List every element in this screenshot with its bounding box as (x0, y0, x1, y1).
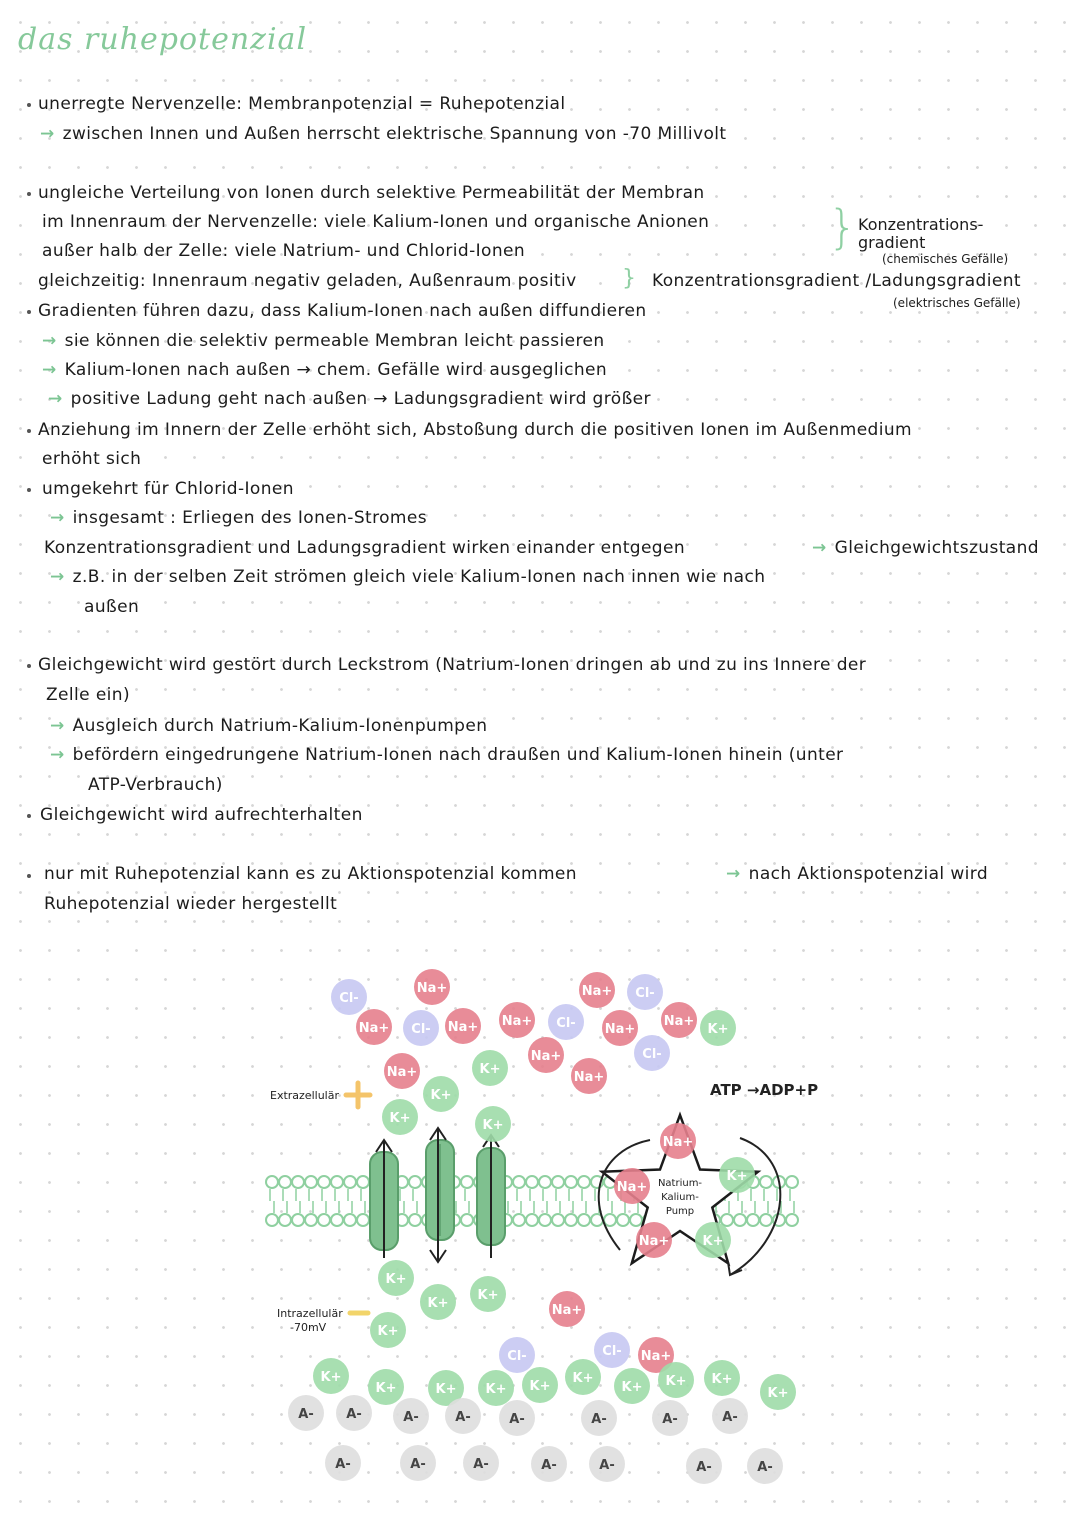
k-ion-label: K+ (320, 1370, 342, 1385)
lipid-head (617, 1214, 629, 1226)
na-ion (602, 1010, 638, 1046)
lipid-head (552, 1176, 564, 1188)
a-ion-label: A- (455, 1410, 471, 1425)
k-ion-label: K+ (385, 1272, 407, 1287)
arrow-icon: → (42, 360, 57, 380)
na-ion-label: Na+ (551, 1303, 583, 1318)
text-line: Anziehung im Innern der Zelle erhöht sich, Abstoßung durch die positiven Ionen im Außenmedium (38, 420, 913, 440)
text-line: Gradienten führen dazu, dass Kalium-Ionen nach außen diffundieren (38, 301, 647, 321)
k-ion (695, 1222, 731, 1258)
text-line: im Innenraum der Nervenzelle: viele Kalium-Ionen und organische Anionen (42, 212, 710, 232)
lipid-head (734, 1214, 746, 1226)
k-ion-label: K+ (621, 1380, 643, 1395)
cl-ion (594, 1332, 630, 1368)
a-ion (400, 1445, 436, 1481)
lipid-head (630, 1214, 642, 1226)
lipid-head (578, 1214, 590, 1226)
atp-label: ATP →ADP+P (710, 1081, 819, 1099)
lipid-head (318, 1176, 330, 1188)
text-line: → befördern eingedrungene Natrium-Ionen nach draußen und Kalium-Ionen hinein (unter (50, 745, 844, 765)
na-ion-label: Na+ (638, 1234, 670, 1249)
resting-potential-diagram (0, 930, 1080, 1510)
side-note: (chemisches Gefälle) (882, 252, 1009, 266)
na-ion (445, 1008, 481, 1044)
lipid-head (539, 1176, 551, 1188)
a-ion-label: A- (509, 1412, 525, 1427)
text-line: ungleiche Verteilung von Ionen durch selektive Permeabilität der Membran (38, 183, 705, 203)
side-note: Konzentrations- (858, 215, 984, 234)
lipid-head (760, 1176, 772, 1188)
text-line: außen (84, 597, 140, 617)
a-ion-label: A- (335, 1457, 351, 1472)
text-line: → insgesamt : Erliegen des Ionen-Stromes (50, 508, 427, 528)
na-ion (661, 1002, 697, 1038)
bullet (27, 488, 31, 492)
text-line: außer halb der Zelle: viele Natrium- und Chlorid-Ionen (42, 241, 526, 261)
na-ion-label: Na+ (604, 1022, 636, 1037)
bullet (27, 664, 31, 668)
cl-ion (627, 974, 663, 1010)
pump-label: Natrium- (657, 1178, 703, 1189)
a-ion (499, 1400, 535, 1436)
k-ion (472, 1050, 508, 1086)
cl-ion (548, 1004, 584, 1040)
text-line: → nach Aktionspotenzial wird (726, 864, 989, 884)
a-ion-label: A- (591, 1412, 607, 1427)
na-ion-label: Na+ (662, 1135, 694, 1150)
brace-icon: } (828, 200, 858, 254)
arrow-icon: → (50, 716, 65, 736)
na-ion-label: Na+ (416, 981, 448, 996)
text-line: → Kalium-Ionen nach außen → chem. Gefälle wird ausgeglichen (42, 360, 608, 380)
text-line: umgekehrt für Chlorid-Ionen (42, 479, 294, 499)
k-ion (370, 1312, 406, 1348)
k-ion-label: K+ (427, 1296, 449, 1311)
cl-ion-label: Cl- (556, 1016, 576, 1031)
lipid-head (526, 1176, 538, 1188)
lipid-head (292, 1214, 304, 1226)
cl-ion (403, 1010, 439, 1046)
k-ion-label: K+ (726, 1169, 748, 1184)
k-ion (368, 1369, 404, 1405)
text-line: → sie können die selektiv permeable Membran leicht passieren (42, 331, 605, 351)
k-ion (522, 1367, 558, 1403)
a-ion-label: A- (410, 1457, 426, 1472)
k-ion-label: K+ (435, 1382, 457, 1397)
lipid-head (552, 1214, 564, 1226)
lipid-head (409, 1214, 421, 1226)
k-ion-label: K+ (375, 1381, 397, 1396)
arrow-icon: → (40, 124, 55, 144)
lipid-head (513, 1176, 525, 1188)
arrow-icon: → (50, 745, 65, 765)
bullet (27, 874, 31, 878)
a-ion-label: A- (541, 1458, 557, 1473)
text-line: ATP-Verbrauch) (88, 775, 223, 795)
pump-label: Pump (665, 1206, 695, 1217)
plus-icon (346, 1083, 370, 1107)
k-ion (470, 1276, 506, 1312)
cl-ion-label: Cl- (339, 991, 359, 1006)
bullet (27, 814, 31, 818)
na-ion-label: Na+ (581, 984, 613, 999)
k-ion (423, 1076, 459, 1112)
k-ion (700, 1010, 736, 1046)
cl-ion (499, 1337, 535, 1373)
pump-label: Kalium- (661, 1192, 699, 1203)
na-ion (571, 1058, 607, 1094)
lipid-head (279, 1176, 291, 1188)
cl-ion-label: Cl- (411, 1022, 431, 1037)
text-line: Ruhepotenzial wieder hergestellt (44, 894, 338, 914)
text-line: Gleichgewicht wird gestört durch Leckstrom (Natrium-Ionen dringen ab und zu ins Innere der (38, 655, 867, 675)
arrow-icon: → (42, 331, 57, 351)
arrow-icon: → (48, 389, 63, 409)
arrow-icon: → (50, 508, 65, 528)
lipid-head (526, 1214, 538, 1226)
lipid-head (721, 1214, 733, 1226)
na-ion-label: Na+ (640, 1349, 672, 1364)
text-line: gleichzeitig: Innenraum negativ geladen, Außenraum positiv (38, 271, 577, 291)
bullet (27, 192, 31, 196)
cl-ion-label: Cl- (507, 1349, 527, 1364)
k-ion-label: K+ (479, 1062, 501, 1077)
text-line: → zwischen Innen und Außen herrscht elektrische Spannung von -70 Millivolt (40, 124, 727, 144)
intracellular-label: Intrazellulär (277, 1307, 343, 1320)
text-line: nur mit Ruhepotenzial kann es zu Aktionspotenzial kommen (44, 864, 577, 884)
a-ion (325, 1445, 361, 1481)
k-ion (704, 1360, 740, 1396)
lipid-head (786, 1176, 798, 1188)
k-ion (420, 1284, 456, 1320)
k-ion (378, 1260, 414, 1296)
na-ion (528, 1037, 564, 1073)
text-line: → z.B. in der selben Zeit strömen gleich viele Kalium-Ionen nach innen wie nach (50, 567, 766, 587)
cl-ion-label: Cl- (635, 986, 655, 1001)
a-ion-label: A- (403, 1410, 419, 1425)
a-ion (393, 1398, 429, 1434)
cl-ion-label: Cl- (642, 1047, 662, 1062)
na-ion-label: Na+ (358, 1021, 390, 1036)
bullet (27, 103, 31, 107)
text-line: Zelle ein) (46, 685, 131, 705)
k-ion (382, 1099, 418, 1135)
na-ion (636, 1222, 672, 1258)
cl-ion (331, 979, 367, 1015)
lipid-head (461, 1214, 473, 1226)
side-note: (elektrisches Gefälle) (893, 296, 1021, 310)
a-ion-label: A- (757, 1460, 773, 1475)
na-ion (384, 1053, 420, 1089)
a-ion-label: A- (662, 1412, 678, 1427)
k-ion-label: K+ (711, 1372, 733, 1387)
a-ion-label: A- (722, 1410, 738, 1425)
k-ion (565, 1359, 601, 1395)
lipid-head (539, 1214, 551, 1226)
voltage-label: -70mV (290, 1321, 327, 1334)
cl-ion (634, 1035, 670, 1071)
lipid-head (357, 1176, 369, 1188)
arrow-icon: → (812, 538, 827, 558)
lipid-head (331, 1176, 343, 1188)
lipid-head (747, 1214, 759, 1226)
a-ion (712, 1398, 748, 1434)
a-ion (463, 1445, 499, 1481)
a-ion-label: A- (346, 1407, 362, 1422)
lipid-head (266, 1214, 278, 1226)
a-ion (589, 1446, 625, 1482)
na-ion (579, 972, 615, 1008)
lipid-head (357, 1214, 369, 1226)
a-ion-label: A- (599, 1458, 615, 1473)
k-ion-label: K+ (529, 1379, 551, 1394)
lipid-head (461, 1176, 473, 1188)
brace-icon: } (622, 266, 636, 291)
a-ion (336, 1395, 372, 1431)
lipid-head (279, 1214, 291, 1226)
lipid-head (305, 1214, 317, 1226)
text-line: unerregte Nervenzelle: Membranpotenzial = Ruhepotenzial (38, 94, 566, 114)
bullet (27, 429, 31, 433)
text-line: Konzentrationsgradient und Ladungsgradient wirken einander entgegen (44, 538, 686, 558)
text-line: Konzentrationsgradient /Ladungsgradient (652, 271, 1021, 291)
k-ion (313, 1358, 349, 1394)
k-ion-label: K+ (389, 1111, 411, 1126)
a-ion (686, 1448, 722, 1484)
na-ion (549, 1291, 585, 1327)
bullet (27, 310, 31, 314)
lipid-head (578, 1176, 590, 1188)
lipid-head (760, 1214, 772, 1226)
side-note: gradient (858, 233, 926, 252)
k-ion-label: K+ (702, 1234, 724, 1249)
lipid-head (318, 1214, 330, 1226)
na-ion (614, 1168, 650, 1204)
k-ion-label: K+ (485, 1382, 507, 1397)
lipid-head (344, 1214, 356, 1226)
a-ion (531, 1446, 567, 1482)
lipid-head (409, 1176, 421, 1188)
lipid-head (565, 1214, 577, 1226)
a-ion-label: A- (696, 1460, 712, 1475)
arrow-icon: → (50, 567, 65, 587)
k-ion-label: K+ (767, 1386, 789, 1401)
a-ion-label: A- (298, 1407, 314, 1422)
k-ion (719, 1157, 755, 1193)
lipid-head (292, 1176, 304, 1188)
na-ion-label: Na+ (530, 1049, 562, 1064)
na-ion-label: Na+ (663, 1014, 695, 1029)
k-ion (614, 1368, 650, 1404)
na-ion-label: Na+ (501, 1014, 533, 1029)
text-line: → positive Ladung geht nach außen → Ladungsgradient wird größer (48, 389, 651, 409)
lipid-head (786, 1214, 798, 1226)
k-ion-label: K+ (482, 1118, 504, 1133)
k-ion (475, 1106, 511, 1142)
potassium-channels (370, 1128, 505, 1262)
lipid-head (513, 1214, 525, 1226)
a-ion (581, 1400, 617, 1436)
k-ion-label: K+ (430, 1088, 452, 1103)
na-ion (356, 1009, 392, 1045)
text-line: erhöht sich (42, 449, 142, 469)
k-ion-label: K+ (572, 1371, 594, 1386)
lipid-head (565, 1176, 577, 1188)
lipid-head (344, 1176, 356, 1188)
lipid-head (604, 1214, 616, 1226)
k-ion (658, 1362, 694, 1398)
extracellular-label: Extrazellulär (270, 1089, 339, 1102)
na-ion (660, 1123, 696, 1159)
lipid-head (331, 1214, 343, 1226)
arrow-icon: → (726, 864, 741, 884)
k-ion-label: K+ (707, 1022, 729, 1037)
lipid-head (266, 1176, 278, 1188)
na-ion-label: Na+ (573, 1070, 605, 1085)
text-line: → Ausgleich durch Natrium-Kalium-Ionenpumpen (50, 716, 488, 736)
text-line: → Gleichgewichtszustand (812, 538, 1039, 558)
lipid-head (305, 1176, 317, 1188)
k-ion (760, 1374, 796, 1410)
a-ion (652, 1400, 688, 1436)
cl-ion-label: Cl- (602, 1344, 622, 1359)
page-title: das ruhepotenzial (18, 22, 308, 57)
a-ion (445, 1398, 481, 1434)
k-ion-label: K+ (665, 1374, 687, 1389)
a-ion (288, 1395, 324, 1431)
na-ion-label: Na+ (616, 1180, 648, 1195)
a-ion (747, 1448, 783, 1484)
na-ion-label: Na+ (447, 1020, 479, 1035)
na-ion (414, 969, 450, 1005)
k-ion-label: K+ (477, 1288, 499, 1303)
a-ion-label: A- (473, 1457, 489, 1472)
text-line: Gleichgewicht wird aufrechterhalten (40, 805, 363, 825)
k-ion-label: K+ (377, 1324, 399, 1339)
na-ion (499, 1002, 535, 1038)
na-ion-label: Na+ (386, 1065, 418, 1080)
k-ion (478, 1370, 514, 1406)
